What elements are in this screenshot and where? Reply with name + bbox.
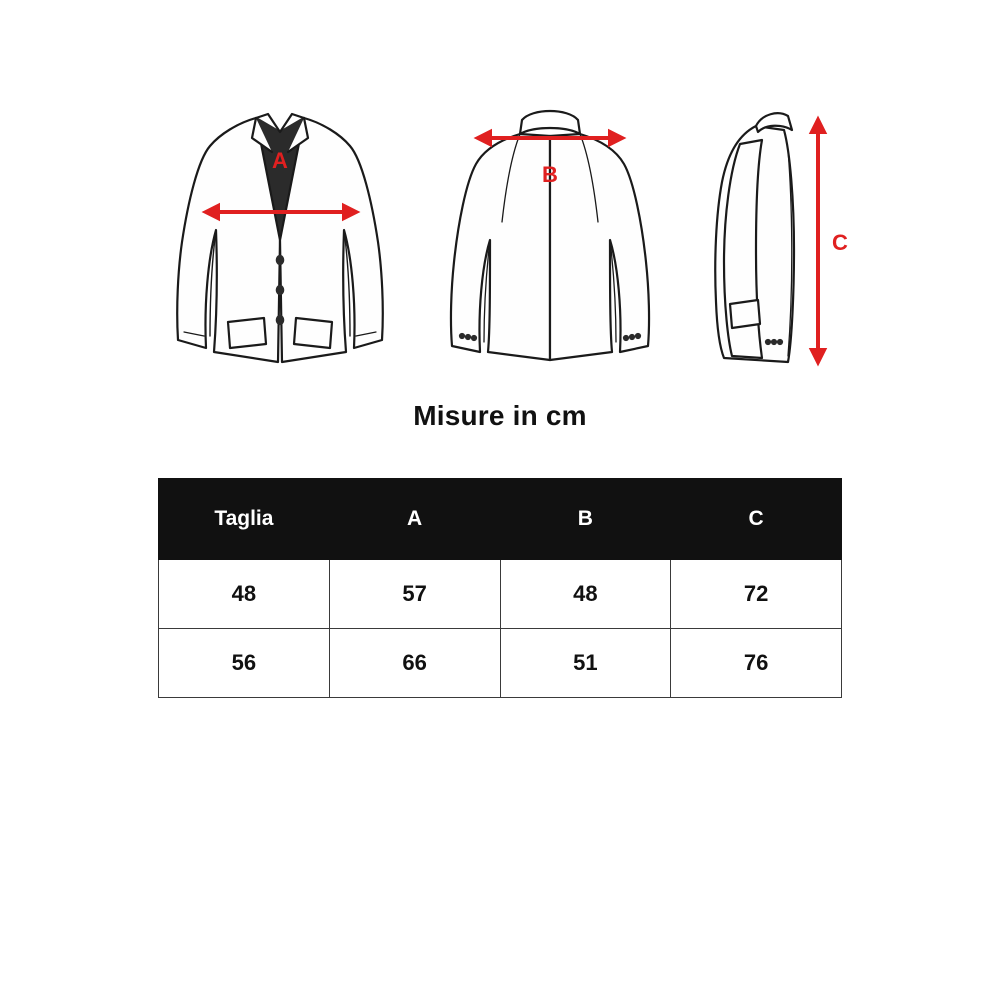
col-header-b: B [500, 479, 671, 560]
measure-label-b: B [542, 162, 558, 187]
measure-label-a: A [272, 148, 288, 173]
size-table-wrapper [158, 478, 842, 698]
table-row [159, 629, 842, 698]
cell-size: 56 [159, 629, 330, 698]
jacket-side-illustration [700, 90, 860, 395]
cell-b: 51 [500, 629, 671, 698]
page-caption: Misure in cm [413, 400, 587, 431]
jacket-back-illustration [440, 90, 660, 395]
col-header-a: A [329, 479, 500, 560]
cell-a: 57 [329, 560, 500, 629]
col-header-c: C [671, 479, 842, 560]
col-header-taglia: Taglia [159, 479, 330, 560]
cell-c: 72 [671, 560, 842, 629]
table-header-row [159, 479, 842, 560]
size-table [158, 478, 842, 698]
table-row [159, 560, 842, 629]
measure-label-c: C [832, 230, 848, 255]
cell-size: 48 [159, 560, 330, 629]
jacket-illustrations [140, 90, 880, 390]
cell-a: 66 [329, 629, 500, 698]
cell-c: 76 [671, 629, 842, 698]
jacket-front-illustration [160, 90, 400, 395]
cell-b: 48 [500, 560, 671, 629]
